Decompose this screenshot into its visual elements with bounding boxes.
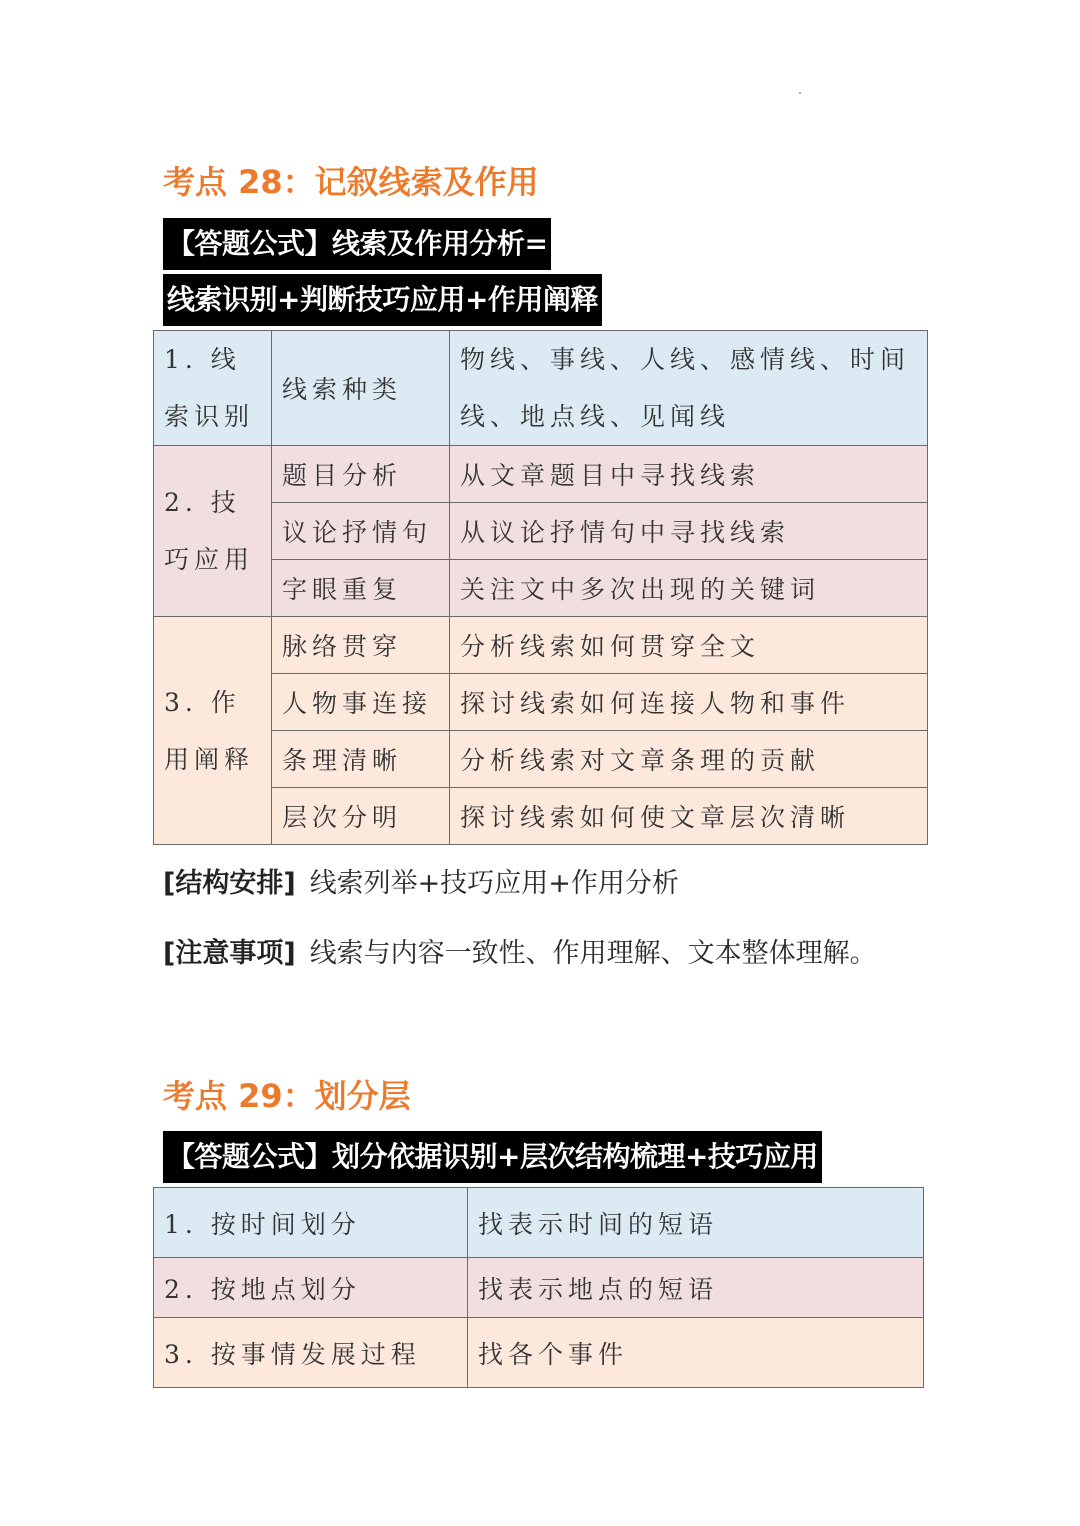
clue-analysis-table (153, 330, 928, 845)
group-label-skills: 2. 技巧应用 (154, 446, 272, 617)
decorative-dot (799, 92, 801, 94)
table-row (154, 617, 928, 674)
method-cell: 1. 按时间划分 (154, 1188, 468, 1258)
method-cell: 3. 按事情发展过程 (154, 1318, 468, 1388)
item-cell: 人物事连接 (272, 674, 450, 731)
item-cell: 线索种类 (272, 331, 450, 446)
desc-cell: 从议论抒情句中寻找线索 (450, 503, 928, 560)
structure-note (163, 866, 679, 902)
item-cell: 脉络贯穿 (272, 617, 450, 674)
structure-label: [结构安排] (163, 868, 296, 899)
layering-table (153, 1187, 924, 1388)
table-row (154, 1258, 924, 1318)
table-row (154, 331, 928, 446)
section2-heading: 考点 29：划分层 (163, 1077, 411, 1115)
structure-text: 线索列举+技巧应用+作用分析 (309, 868, 679, 899)
section1-formula-line2: 线索识别+判断技巧应用+作用阐释 (163, 274, 602, 326)
desc-cell: 探讨线索如何连接人物和事件 (450, 674, 928, 731)
method-cell: 2. 按地点划分 (154, 1258, 468, 1318)
item-cell: 条理清晰 (272, 731, 450, 788)
table-row (154, 446, 928, 503)
item-cell: 层次分明 (272, 788, 450, 845)
notes-label: [注意事项] (163, 938, 296, 969)
hint-cell: 找表示时间的短语 (468, 1188, 924, 1258)
desc-cell: 关注文中多次出现的关键词 (450, 560, 928, 617)
hint-cell: 找表示地点的短语 (468, 1258, 924, 1318)
group-label-identify: 1. 线索识别 (154, 331, 272, 446)
item-cell: 字眼重复 (272, 560, 450, 617)
section1-heading: 考点 28：记叙线索及作用 (163, 163, 539, 201)
group-label-function: 3. 作用阐释 (154, 617, 272, 845)
desc-cell: 分析线索如何贯穿全文 (450, 617, 928, 674)
desc-cell: 从文章题目中寻找线索 (450, 446, 928, 503)
notes-note (163, 936, 877, 972)
item-cell: 议论抒情句 (272, 503, 450, 560)
desc-cell: 探讨线索如何使文章层次清晰 (450, 788, 928, 845)
table-row (154, 1188, 924, 1258)
notes-text: 线索与内容一致性、作用理解、文本整体理解。 (309, 938, 877, 969)
section2-formula: 【答题公式】划分依据识别+层次结构梳理+技巧应用 (163, 1131, 822, 1183)
desc-cell: 分析线索对文章条理的贡献 (450, 731, 928, 788)
table-row (154, 1318, 924, 1388)
item-cell: 题目分析 (272, 446, 450, 503)
hint-cell: 找各个事件 (468, 1318, 924, 1388)
desc-cell: 物线、事线、人线、感情线、时间线、地点线、见闻线 (450, 331, 928, 446)
section1-formula-line1: 【答题公式】线索及作用分析= (163, 218, 551, 270)
